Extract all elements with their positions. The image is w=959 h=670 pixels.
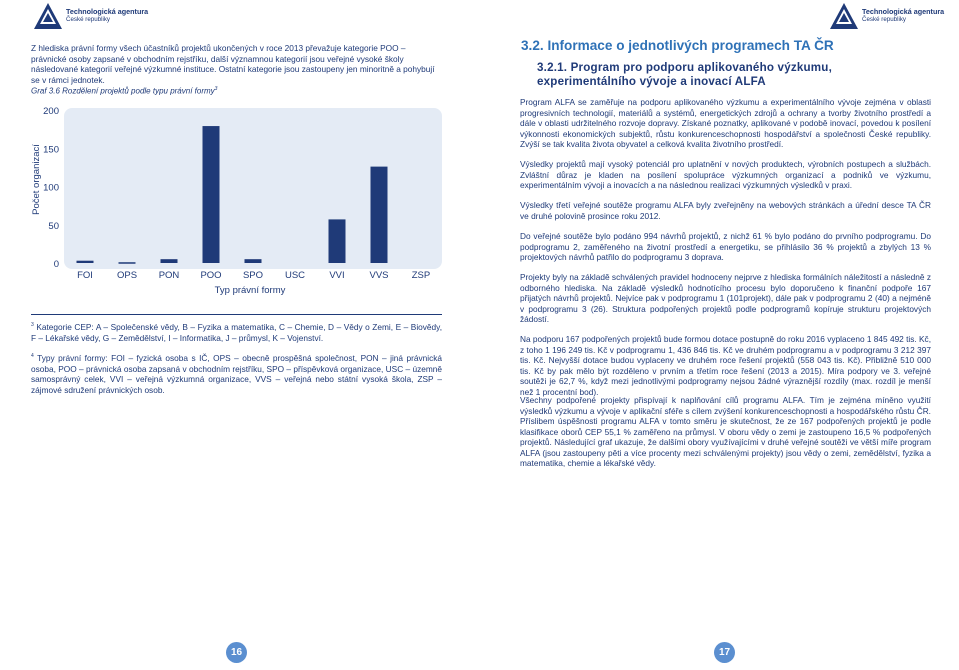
paragraph-program-focus: Program ALFA se zaměřuje na podporu aplikovaného výzkumu a experimentálního vývoje zejména v oblasti progresivních technologií, materiálů a systémů, energetických zdrojů a ochrany a tvorby životního prostředí a dále v oblasti udržitelného rozvoje dopravy. Získané poznatky, aplikované v podobě inovací, povedou k posílení výkonnosti ekonomických subjektů, růstu konkurenceschopnosti hospodářství a společnosti České republiky. Zvýší se tak kvalita života obyvatel a celková kvalita životního prostředí.	[520, 97, 931, 150]
tacr-logo-icon	[829, 2, 859, 30]
logo-title: Technologická agentura	[66, 7, 149, 16]
footnote-text: Typy právní formy: FOI – fyzická osoba s IČ, OPS – obecně prospěšná společnost, PON – jiná právnická osoba, POO – právnická osoba zapsaná v obchodním rejstříku, SPO – příspěvková organizace, USC – územně samosprávný celek, VVI – veřejná výzkumná organizace, VVS – veřejná nebo státní vysoká škola, ZSP – zájmové sdružení právnických osob.	[31, 352, 443, 396]
x-tick-label: ZSP	[411, 270, 431, 281]
page-number-badge: 17	[714, 642, 735, 663]
tacr-logo	[33, 2, 148, 30]
logo-subtitle: České republiky	[66, 16, 111, 23]
paragraph-submitted-proposals: Do veřejné soutěže bylo podáno 994 návrhů projektů, z nichž 61 % bylo podáno do prvního podprogramu. Do podprogramu 2, zaměřeného na životní prostředí a energetiku, se přihlásilo 36 % projektů a zbylých 13 % projektových návrhů patřilo do podprogramu 3 doprava.	[520, 231, 931, 263]
x-tick-label: VVS	[369, 270, 389, 281]
footnote-separator	[31, 314, 442, 315]
y-tick-label: 100	[43, 182, 59, 194]
right-page	[480, 0, 959, 670]
x-tick-label: POO	[200, 270, 222, 281]
footnote-text: Kategorie CEP: A – Společenské vědy, B – Fyzika a matematika, C – Chemie, D – Vědy o Zemi, E – Biovědy, F – Lékařské vědy, G – Zemědělství, I – Informatika, J – průmysl, K – Vojenství.	[31, 321, 442, 343]
paragraph-results-potential: Výsledky projektů mají vysoký potenciál pro uplatnění v nových produktech, výrobních postupech a službách. Zvláštní důraz je kladen na posílení spolupráce výzkumných organizací a podniků ve výzkumu, experimentálním vývoji a inovacích a na následnou realizaci výzkumných výsledků v praxi.	[520, 159, 931, 191]
bar-pon	[161, 259, 178, 263]
left-page	[0, 0, 479, 670]
graph-caption-text: Graf 3.6 Rozdělení projektů podle typu právní formy	[31, 86, 215, 96]
bar-spo	[245, 259, 262, 263]
bar-ops	[119, 262, 136, 264]
section-heading: 3.2. Informace o jednotlivých programech TA ČR	[521, 38, 834, 53]
footnote-mark: 3	[31, 322, 34, 328]
tacr-logo	[829, 2, 944, 30]
paragraph-evaluation: Projekty byly na základě schválených pravidel hodnoceny nejprve z hlediska formálních náležitostí a následně z odborného hlediska. Na základě výsledků hodnotícího procesu bylo doporučeno k finanční podpoře 167 přijatých návrhů projektů. Nejvíce pak v podprogramu 1 (101projekt), dále pak v podprogramu 2 (40) a nejméně v podprogramu 3 (26). Struktura podpořených projektů podle podprogramů kopíruje strukturu projektových žádostí.	[520, 272, 931, 325]
footnote-mark: 4	[31, 353, 34, 359]
paragraph-funding: Na podporu 167 podpořených projektů bude formou dotace postupně do roku 2016 vyplaceno 1 845 492 tis. Kč, z toho 1 196 249 tis. Kč v podprogramu 1, 436 846 tis. Kč ve druhém podprogramu a v podprogramu 3 212 397 tis. Kč. Nejvyšší dotace budou vyplaceny ve druhém roce řešení projektů (558 043 tis. Kč). Přibližně 510 000 tis. Kč by pak mělo být rozděleno v prvním a třetím roce řešení (2013 a 2015). Míra podpory ve 3. veřejné soutěži je 62,7 %, když mezi jednotlivými podprogramy nejsou žádné výraznější rozdíly (max. rozdíl je menší než 1 procentní bod).	[520, 334, 931, 397]
x-tick-label: SPO	[242, 270, 264, 281]
y-tick-label: 50	[48, 220, 59, 232]
y-tick-label: 0	[53, 259, 59, 270]
paragraph-third-competition: Výsledky třetí veřejné soutěže programu ALFA byly zveřejněny na webových stránkách a úřední desce TA ČR ve druhé polovině prosince roku 2012.	[520, 200, 931, 221]
paragraph-program-goals: Všechny podpořené projekty přispívají k naplňování cílů programu ALFA. Tím je zejména míněno využití výsledků výzkumu a vývoje v aplikační sféře s cílem zvýšení konkurenceschopnosti a hospodářského růstu ČR. Příslibem úspěšnosti programu ALFA v tomto směru je skutečnost, že ze 167 podpořených projektů je podle klasifikace oborů CEP 55,1 % zaměřeno na průmysl. V oboru vědy o zemi je zastoupeno 16,5 % podpořených projektů. Následující graf ukazuje, že dalšími obory využívajícími v druhé veřejné soutěži ve větší míře program ALFA (jsou zastoupeny pěti a více procenty mezi schválenými projekty) jsou vědy o zemi, zemědělství, fyzika a matematika, chemie a lékařské vědy.	[520, 395, 931, 469]
y-tick-label: 150	[43, 144, 59, 156]
x-tick-label: VVI	[329, 270, 345, 281]
x-tick-label: PON	[158, 270, 180, 281]
bar-poo	[203, 126, 220, 263]
tacr-logo-icon	[33, 2, 63, 30]
graph-caption	[31, 86, 217, 96]
y-tick-label: 200	[43, 106, 59, 117]
x-tick-label: USC	[284, 270, 306, 281]
intro-paragraph: Z hlediska právní formy všech účastníků projektů ukončených v roce 2013 převažuje kategorie POO – právnické osoby zapsané v obchodním rejstříku, další významnou kategorií jsou veřejné vysoké školy následované kategorií veřejné výzkumné instituce. Ostatní kategorie jsou zastoupeny jen minoritně a pohybují se v rámci jednotek.	[31, 43, 435, 85]
footnote-legal-forms	[31, 351, 442, 396]
y-axis-title: Počet organizací	[31, 144, 42, 215]
graph-caption-footnote-mark: 3	[214, 86, 218, 92]
footnote-cep-categories	[31, 320, 442, 343]
page-number-badge: 16	[226, 642, 247, 663]
bar-vvs	[371, 167, 388, 263]
logo-subtitle: České republiky	[862, 16, 907, 23]
bar-foi	[77, 261, 94, 263]
x-tick-label: OPS	[116, 270, 138, 281]
logo-title: Technologická agentura	[862, 7, 945, 16]
subsection-heading: 3.2.1. Program pro podporu aplikovaného výzkumu, experimentálního vývoje a inovací ALFA	[537, 61, 832, 88]
legal-form-bar-chart	[0, 100, 479, 300]
bar-vvi	[329, 219, 346, 263]
x-tick-label: FOI	[77, 270, 93, 281]
x-axis-title: Typ právní formy	[214, 285, 286, 296]
